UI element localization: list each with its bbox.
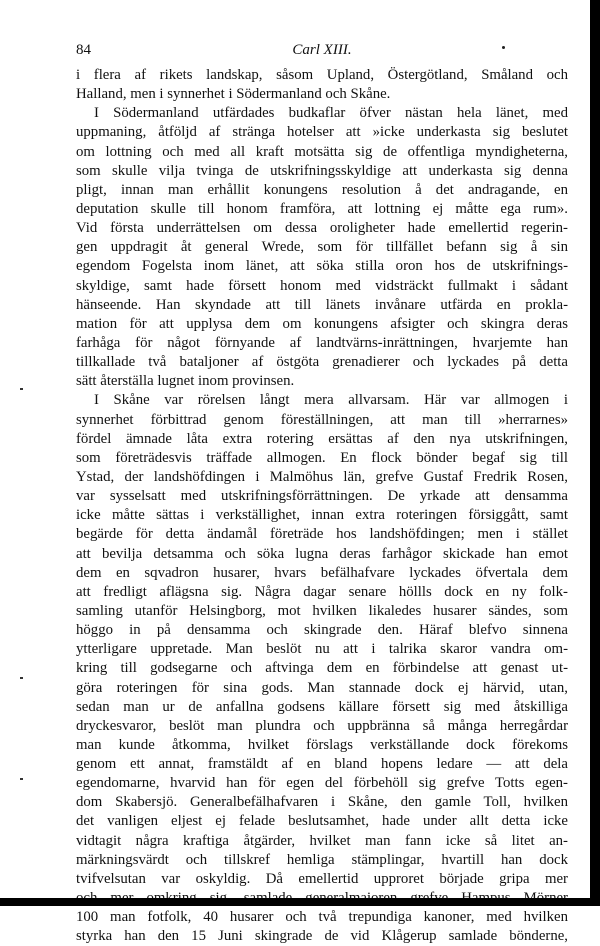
text-line: höggo in på densamma och skingrade den. Häraf blefvo sinnena <box>76 622 568 639</box>
text-line: mation för att upplysa dem om konungens afsigter och skingra deras <box>76 315 568 332</box>
margin-mark <box>20 388 23 390</box>
text-line: 100 man fotfolk, 40 husarer och två trepundiga kanoner, med hvilken <box>76 909 568 926</box>
text-line: begärde för detta ändamål företräde hos landshöfdingen; men i stället <box>76 526 568 543</box>
text-line: som företrädesvis träffade allmogen. En flock bönder begaf sig till <box>76 449 568 466</box>
text-line: samling utanför Helsingborg, mot hvilken likaledes husarer sändes, som <box>76 602 568 619</box>
text-line: I Södermanland utfärdades budkaflar öfver nästan hela länet, med <box>94 105 568 122</box>
margin-mark <box>20 677 23 679</box>
text-line: tillkallade två bataljoner af östgöta grenadierer och lyckades på detta <box>76 354 568 371</box>
text-line: dem en sqvadron husarer, hvars befälhafvare lyckades öfvertala dem <box>76 564 568 581</box>
text-line: var sysselsatt med utskrifningsförrättningen. De yrkade att densamma <box>76 488 568 505</box>
margin-mark <box>20 778 23 780</box>
text-line: om lottning och med all kraft motsätta sig de offentliga myndigheterna, <box>76 143 568 160</box>
text-line: som skulle vilja tvinga de utskrifningsskyldige att underkasta sig denna <box>76 162 568 179</box>
text-line: fördel ämnade låta extra rotering ersättas af den nya utskrifningen, <box>76 430 568 447</box>
text-line: deputation skulle till honom framföra, att lottning ej måtte ega rum». <box>76 200 568 217</box>
text-line: Ystad, der landshöfdingen i Malmöhus län, grefve Gustaf Fredrik Rosen, <box>76 468 568 485</box>
text-line: man kunde åtkomma, hvilket förslags verkställande dock förekoms <box>76 736 568 753</box>
text-line: synnerhet förbittrad genom föreställningen, att man till »herrarnes» <box>76 411 568 428</box>
text-line: styrka han den 15 Juni skingrade de vid Klågerup samlade bönderne, <box>76 928 568 945</box>
text-line: dryckesvaror, beslöt man plundra och uppbränna så många herregårdar <box>76 717 568 734</box>
scan-edge-bottom <box>0 898 600 906</box>
text-line: i flera af rikets landskap, såsom Upland, Östergötland, Småland och <box>76 67 568 83</box>
text-line: kring till godsegarne och aftvinga dem en förbindelse att genast ut- <box>76 660 568 677</box>
ink-dot <box>502 46 505 49</box>
text-line: egendom Fogelsta inom länet, att söka stilla oron hos de utskrifnings- <box>76 258 568 275</box>
text-line: Vid första underrättelsen om dessa oroligheter hade emellertid regerin- <box>76 220 568 237</box>
text-line: I Skåne var rörelsen långt mera allvarsam. Här var allmogen i <box>94 392 568 409</box>
text-line: ytterligare uppretade. Man beslöt nu att i talrika skaror vandra om- <box>76 641 568 658</box>
running-title: Carl XIII. <box>292 42 352 58</box>
text-line: märkningsvärdt och tillskref hemliga stämplingar, hvartill han dock <box>76 851 568 868</box>
text-line: tvifvelsutan var oskyldig. Då emellertid upproret började gripa mer <box>76 870 568 887</box>
text-line: att fredligt aflägsna sig. Några dagar senare höllls dock en ny folk- <box>76 583 568 600</box>
text-line: att bevilja detsamma och söka lugna deras farhågor skickade han emot <box>76 545 568 562</box>
body-text <box>76 66 568 946</box>
text-line: icke måtte sättas i verkställighet, innan extra roteringen försiggått, samt <box>76 507 568 524</box>
page-header <box>76 42 568 62</box>
text-line: sedan man ur de anfallna godsens källare försett sig med åtskilliga <box>76 698 568 715</box>
text-line: dom Skabersjö. Generalbefälhafvaren i Skåne, den gamle Toll, hvilken <box>76 794 568 811</box>
text-line: pligt, innan man erhållit konungens resolution å det andragande, en <box>76 181 568 198</box>
text-line: gen uppdragit åt general Wrede, som för tillfället befann sig å sin <box>76 239 568 256</box>
text-line: det vanligen eljest ej felade beslutsamhet, hade under allt detta icke <box>76 813 568 830</box>
text-line: uppmaning, åtföljd af stränga hotelser att »icke underkasta sig beslutet <box>76 124 568 141</box>
text-line: göra roteringen för sina gods. Man stannade dock ej härvid, utan, <box>76 679 568 696</box>
text-line: vidtagit några kraftiga åtgärder, hvilket man fann icke så litet an- <box>76 832 568 849</box>
text-line: sätt återställa lugnet inom provinsen. <box>76 373 295 390</box>
text-line: farhåga för något förnyande af landtvärns-inrättningen, hvarjemte han <box>76 334 568 351</box>
text-line: skyldige, samt hade försett honom med vidsträckt fullmakt i sådant <box>76 277 568 294</box>
page-number: 84 <box>76 42 91 58</box>
text-line: egendomarne, hvarvid han för egen del förbehöll sig grefve Totts egen- <box>76 775 568 792</box>
text-line: genom ett annat, framstäldt af en bland hopens ledare — att dela <box>76 756 568 773</box>
scan-edge-right <box>590 0 600 906</box>
text-line: hänseende. Han skyndade att till länets invånare utfärda en prokla- <box>76 296 568 313</box>
text-line: Halland, men i synnerhet i Södermanland och Skåne. <box>76 86 391 103</box>
